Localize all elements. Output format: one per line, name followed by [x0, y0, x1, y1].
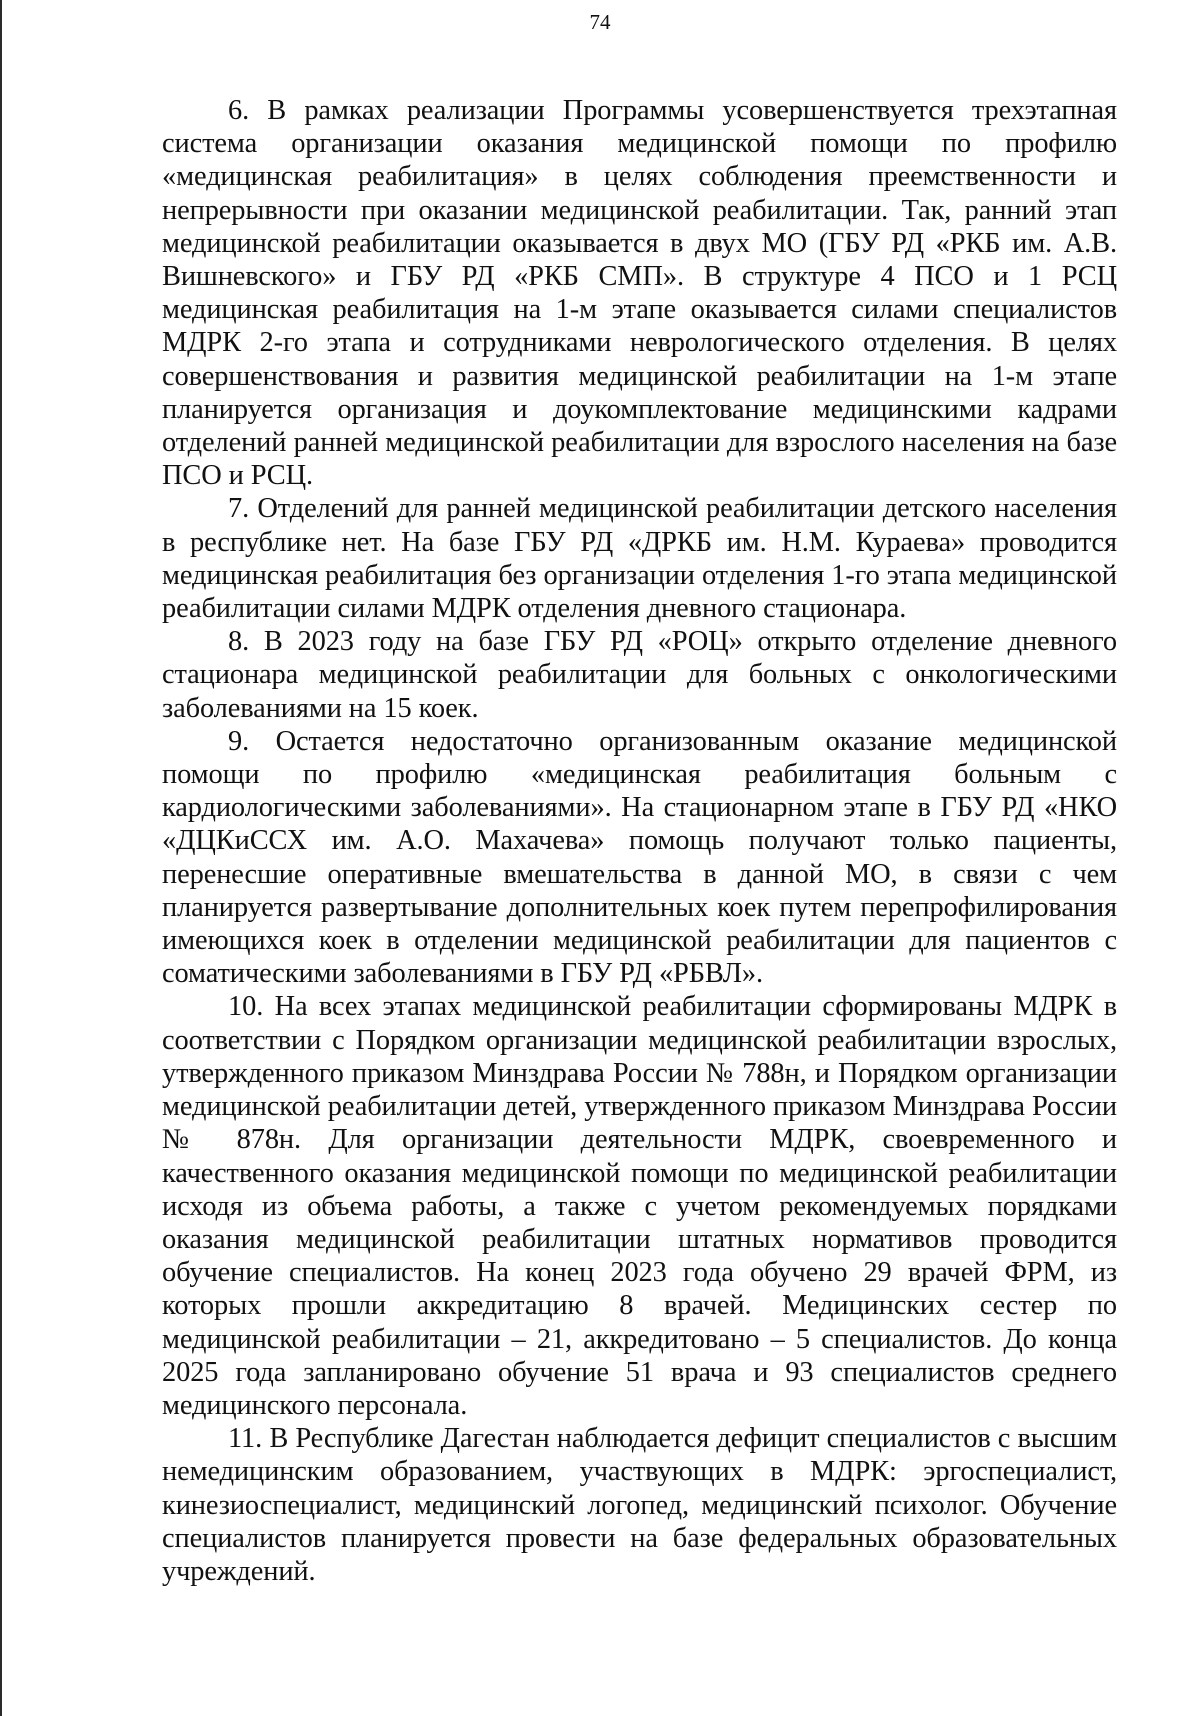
paragraph-11: 11. В Республике Дагестан наблюдается дефицит специалистов с высшим немедицинским образованием, участвующих в МДРК: эргоспециалист, кинезиоспециалист, медицинский логопед, медицинский психолог. Обучение специалистов планируется провести на базе федеральных образовательных учреждений.: [162, 1423, 1117, 1587]
scan-edge: [0, 0, 2, 1716]
paragraph-9: 9. Остается недостаточно организованным оказание медицинской помощи по профилю «медицинская реабилитация больным с кардиологическими заболеваниями». На стационарном этапе в ГБУ РД «НКО «ДЦКиССХ им. А.О. Махачева» помощь получают только пациенты, перенесшие оперативные вмешательства в данной МО, в связи с чем планируется развертывание дополнительных коек путем перепрофилирования имеющихся коек в отделении медицинской реабилитации для пациентов с соматическими заболеваниями в ГБУ РД «РБВЛ».: [162, 725, 1117, 990]
paragraph-8: 8. В 2023 году на базе ГБУ РД «РОЦ» открыто отделение дневного стационара медицинской реабилитации для больных с онкологическими заболеваниями на 15 коек.: [162, 626, 1117, 724]
page-number: 74: [589, 10, 611, 34]
paragraph-6: 6. В рамках реализации Программы усовершенствуется трехэтапная система организации оказания медицинской помощи по профилю «медицинская реабилитация» в целях соблюдения преемственности и непрерывности при оказании медицинской реабилитации. Так, ранний этап медицинской реабилитации оказывается в двух МО (ГБУ РД «РКБ им. А.В. Вишневского» и ГБУ РД «РКБ СМП». В структуре 4 ПСО и 1 РСЦ медицинская реабилитация на 1-м этапе оказывается силами специалистов МДРК 2-го этапа и сотрудниками неврологического отделения. В целях совершенствования и развития медицинской реабилитации на 1-м этапе планируется организация и доукомплектование медицинскими кадрами отделений ранней медицинской реабилитации для взрослого населения на базе ПСО и РСЦ.: [162, 95, 1117, 492]
document-body: [162, 94, 1117, 1588]
paragraph-7: 7. Отделений для ранней медицинской реабилитации детского населения в республике нет. На базе ГБУ РД «ДРКБ им. Н.М. Кураева» проводится медицинская реабилитация без организации отделения 1-го этапа медицинской реабилитации силами МДРК отделения дневного стационара.: [162, 493, 1117, 625]
paragraph-10: 10. На всех этапах медицинской реабилитации сформированы МДРК в соответствии с Порядком организации медицинской реабилитации взрослых, утвержденного приказом Минздрава России № 788н, и Порядком организации медицинской реабилитации детей, утвержденного приказом Минздрава России № 878н. Для организации деятельности МДРК, своевременного и качественного оказания медицинской помощи по медицинской реабилитации исходя из объема работы, а также с учетом рекомендуемых порядками оказания медицинской реабилитации штатных нормативов проводится обучение специалистов. На конец 2023 года обучено 29 врачей ФРМ, из которых прошли аккредитацию 8 врачей. Медицинских сестер по медицинской реабилитации – 21, аккредитовано – 5 специалистов. До конца 2025 года запланировано обучение 51 врача и 93 специалистов среднего медицинского персонала.: [162, 991, 1117, 1421]
